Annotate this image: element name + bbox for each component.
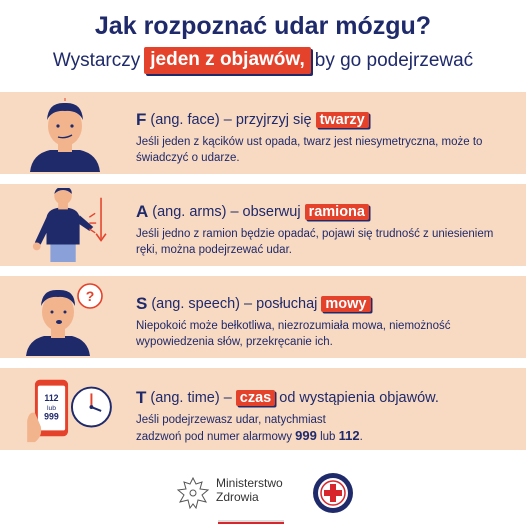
emergency-number-999: 999 [295, 428, 317, 443]
panel-face-heading [136, 110, 508, 130]
panel-time-letter: T [136, 388, 147, 407]
speech-question-illustration-icon [20, 282, 110, 356]
subtitle-before: Wystarczy [52, 49, 141, 71]
svg-text:?: ? [85, 288, 95, 304]
panel-time-body [136, 412, 508, 445]
polish-eagle-icon [176, 476, 210, 514]
ministry-line1: Ministerstwo [216, 476, 283, 490]
panel-arms-meaning: (ang. arms) – obserwuj [152, 204, 301, 220]
panel-speech [0, 276, 526, 358]
panel-face-body: Jeśli jeden z kącików ust opada, twarz jest niesymetryczna, może to świadczyć o udarze. [136, 136, 483, 164]
emergency-number-112: 112 [338, 428, 360, 443]
page-subtitle [0, 47, 526, 74]
panel-arms-heading [136, 202, 508, 222]
panel-arms [0, 184, 526, 266]
phone-line-2: lub [46, 404, 57, 412]
panel-arms-keyword: ramiona [305, 204, 369, 220]
panel-time-body-line2-after: . [359, 431, 363, 443]
ministry-line2: Zdrowia [216, 490, 259, 504]
panel-arms-body: Jeśli jedno z ramion będzie opadać, pojawi się trudność z uniesieniem ręki, można podejrzewać udar. [136, 228, 494, 256]
panel-speech-keyword: mowy [321, 296, 370, 312]
panel-time-body-line2-before: zadzwoń pod numer alarmowy [136, 431, 292, 443]
medical-rescue-seal-icon [312, 472, 354, 514]
panel-face-meaning: (ang. face) – przyjrzyj się [150, 112, 312, 128]
panel-face-letter: F [136, 110, 147, 129]
panel-speech-body: Niepokoić może bełkotliwa, niezrozumiała mowa, niemożność wypowiedzenia słów, przekręcanie ich. [136, 320, 451, 348]
panel-speech-heading [136, 294, 508, 314]
panel-face [0, 92, 526, 174]
footer [0, 462, 526, 526]
phone-clock-illustration-icon [22, 372, 118, 446]
panel-time-meaning-after: od wystąpienia objawów. [279, 390, 439, 406]
panel-time-meaning: (ang. time) – [150, 390, 232, 406]
ministry-logo [176, 476, 283, 514]
subtitle-highlight: jeden z objawów, [144, 47, 310, 74]
header [0, 0, 526, 84]
arm-drop-illustration-icon [20, 188, 110, 262]
panel-time-keyword: czas [236, 390, 275, 406]
ministry-name [216, 476, 283, 504]
panel-time-heading [136, 388, 508, 408]
panel-face-keyword: twarzy [316, 112, 369, 128]
panel-speech-meaning: (ang. speech) – posłuchaj [151, 296, 318, 312]
panel-time [0, 368, 526, 450]
subtitle-after: by go podejrzewać [314, 49, 474, 71]
panel-time-body-line2-mid: lub [320, 431, 336, 443]
page-title: Jak rozpoznać udar mózgu? [94, 12, 432, 40]
face-illustration-icon [20, 98, 110, 172]
panel-time-body-line2 [136, 428, 508, 445]
panel-arms-letter: A [136, 202, 149, 221]
panel-speech-letter: S [136, 294, 148, 313]
phone-line-3: 999 [44, 411, 59, 422]
ministry-flag-rule [218, 520, 284, 525]
phone-line-1: 112 [44, 393, 59, 404]
panel-time-body-line1: Jeśli podejrzewasz udar, natychmiast [136, 414, 326, 426]
